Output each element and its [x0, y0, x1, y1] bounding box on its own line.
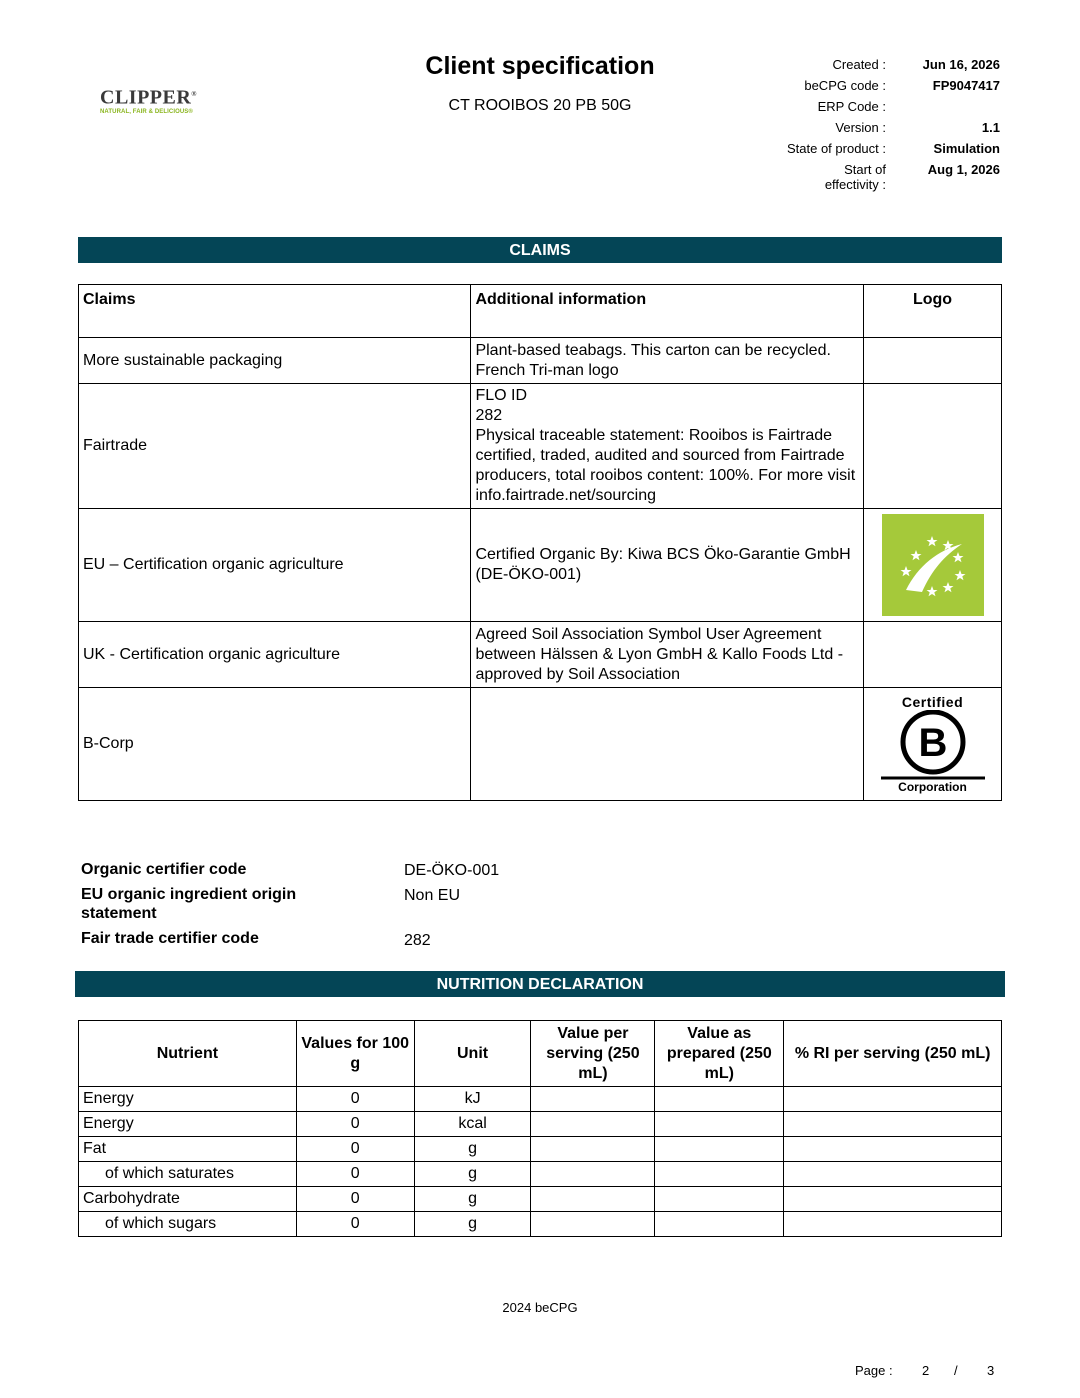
meta-label: State of product : — [786, 141, 886, 156]
nutrient-name: of which sugars — [79, 1212, 297, 1237]
nutrient-unit: g — [414, 1137, 531, 1162]
table-row — [79, 688, 1002, 801]
claims-table — [78, 284, 1002, 801]
table-row — [79, 1087, 1002, 1112]
nutrient-unit: kcal — [414, 1112, 531, 1137]
organic-certifier-value: DE-ÖKO-001 — [404, 862, 500, 879]
table-row — [79, 1162, 1002, 1187]
logo-word: CLIPPER — [100, 86, 192, 109]
logo-mark: ® — [191, 90, 198, 98]
table-row — [79, 1112, 1002, 1137]
page-total: 3 — [987, 1363, 995, 1378]
claim-info: Plant-based teabags. This carton can be recycled. French Tri-man logo — [471, 338, 864, 384]
claim-info — [471, 688, 864, 801]
column-header: Unit — [414, 1021, 531, 1087]
claim-name: EU – Certification organic agriculture — [79, 509, 471, 622]
eu-organic-leaf-icon — [882, 514, 984, 616]
footer-text: 2024 beCPG — [502, 1300, 578, 1315]
table-row — [79, 338, 1002, 384]
table-row — [79, 384, 1002, 509]
eu-origin-label: EU organic ingredient origin statement — [81, 886, 297, 922]
nutrient-unit: g — [414, 1212, 531, 1237]
nutrient-name: Energy — [79, 1112, 297, 1137]
page-separator: / — [954, 1363, 958, 1378]
page-title: Client specification — [425, 52, 655, 80]
nutrient-name: Fat — [79, 1137, 297, 1162]
claim-info: Certified Organic By: Kiwa BCS Öko-Garantie GmbH (DE-ÖKO-001) — [471, 509, 864, 622]
bcorp-bottom-label: Corporation — [898, 780, 967, 794]
column-header: Additional information — [471, 285, 864, 338]
column-header: Value per serving (250 mL) — [531, 1021, 655, 1087]
nutrient-unit: g — [414, 1187, 531, 1212]
table-row — [79, 1187, 1002, 1212]
claim-logo — [864, 384, 1002, 509]
eu-origin-value: Non EU — [404, 887, 461, 904]
column-header: Claims — [79, 285, 471, 338]
meta-value: Simulation — [933, 141, 1000, 156]
claim-info: FLO ID 282 Physical traceable statement: Rooibos is Fairtrade certified, traded, audited and sourced from Fairtrade producers, total rooibos content: 100%. For more visit info.fairtrade.net/sourcing — [471, 384, 864, 509]
meta-value: FP9047417 — [932, 78, 1000, 93]
certified-b-corporation-icon — [881, 694, 985, 794]
nutrient-name: Energy — [79, 1087, 297, 1112]
fairtrade-certifier-label: Fair trade certifier code — [81, 930, 259, 947]
clipper-logo — [100, 84, 210, 114]
nutrient-value: 0 — [296, 1087, 414, 1112]
column-header: Nutrient — [79, 1021, 297, 1087]
column-header: Logo — [864, 285, 1002, 338]
page-label: Page : — [855, 1363, 893, 1378]
nutrient-unit: g — [414, 1162, 531, 1187]
claim-info: Agreed Soil Association Symbol User Agreement between Hälssen & Lyon GmbH & Kallo Foods Ltd - approved by Soil Association — [471, 622, 864, 688]
organic-certifier-label: Organic certifier code — [81, 861, 247, 878]
page-number: 2 — [922, 1363, 930, 1378]
meta-label: ERP Code : — [817, 99, 886, 114]
nutrition-table — [78, 1020, 1002, 1237]
table-row — [79, 509, 1002, 622]
table-row — [79, 622, 1002, 688]
column-header: % RI per serving (250 mL) — [784, 1021, 1002, 1087]
meta-label: Version : — [835, 120, 886, 135]
nutrient-value: 0 — [296, 1162, 414, 1187]
claim-logo — [864, 622, 1002, 688]
claim-logo — [864, 688, 1002, 801]
meta-label: Start of effectivity : — [824, 162, 886, 192]
fairtrade-certifier-value: 282 — [404, 932, 431, 949]
nutrient-unit: kJ — [414, 1087, 531, 1112]
claims-section-header: CLAIMS — [78, 237, 1002, 263]
nutrient-name: Carbohydrate — [79, 1187, 297, 1212]
product-name: CT ROOIBOS 20 PB 50G — [448, 97, 632, 114]
meta-value: Jun 16, 2026 — [922, 57, 1000, 72]
svg-text:B: B — [918, 721, 947, 765]
column-header: Values for 100 g — [296, 1021, 414, 1087]
claim-logo — [864, 338, 1002, 384]
nutrient-value: 0 — [296, 1212, 414, 1237]
nutrient-value: 0 — [296, 1187, 414, 1212]
nutrition-section-header: NUTRITION DECLARATION — [75, 971, 1005, 997]
meta-value: Aug 1, 2026 — [927, 162, 1000, 177]
claim-name: UK - Certification organic agriculture — [79, 622, 471, 688]
meta-label: beCPG code : — [804, 78, 886, 93]
nutrient-value: 0 — [296, 1137, 414, 1162]
bcorp-top-label: Certified — [901, 694, 964, 710]
table-row — [79, 1137, 1002, 1162]
nutrient-value: 0 — [296, 1112, 414, 1137]
meta-value: 1.1 — [981, 120, 1000, 135]
meta-label: Created : — [832, 57, 886, 72]
b-circle-icon — [881, 710, 985, 780]
table-row — [79, 1212, 1002, 1237]
claim-name: Fairtrade — [79, 384, 471, 509]
claim-name: More sustainable packaging — [79, 338, 471, 384]
claim-name: B-Corp — [79, 688, 471, 801]
column-header: Value as prepared (250 mL) — [655, 1021, 784, 1087]
claim-logo — [864, 509, 1002, 622]
logo-tagline: NATURAL, FAIR & DELICIOUS® — [100, 108, 193, 115]
nutrient-name: of which saturates — [79, 1162, 297, 1187]
